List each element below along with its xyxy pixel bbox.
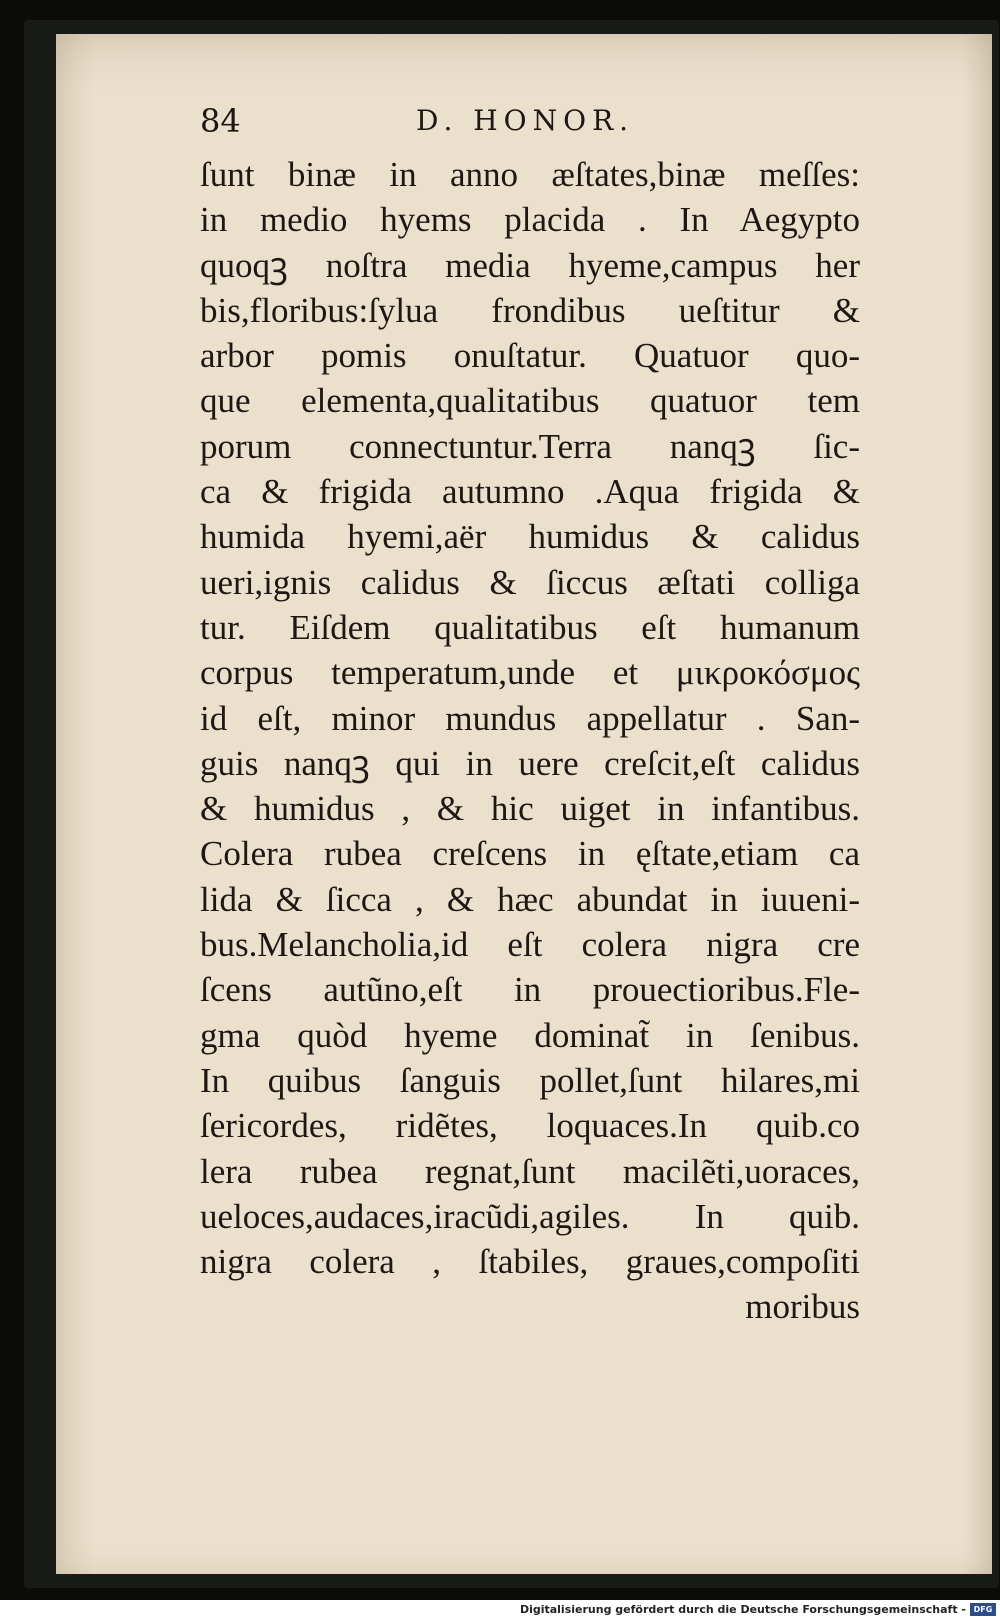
text-line: tur. Eiſdem qualitatibus eſt humanum <box>200 607 860 647</box>
text-line: lida & ſicca , & hæc abundat in iuueni- <box>200 879 860 919</box>
text-line: quoqꝫ noſtra media hyeme,campus her <box>200 245 860 285</box>
text-line: bis,floribus:ſylua frondibus ueſtitur & <box>200 290 860 330</box>
text-line: ueri,ignis calidus & ſiccus æſtati colliga <box>200 562 860 602</box>
text-line: nigra colera , ſtabiles, graues,compoſiti <box>200 1242 860 1282</box>
text-line: arbor pomis onuſtatur. Quatuor quo- <box>200 336 860 376</box>
text-line: in medio hyems placida . In Aegypto <box>200 200 860 240</box>
text-line: ſericordes, ridẽtes, loquaces.In quib.co <box>200 1106 860 1146</box>
text-line: guis nanqꝫ qui in uere creſcit,eſt calidus <box>200 743 860 783</box>
text-line: lera rubea regnat,ſunt macilẽti,uoraces, <box>200 1151 860 1191</box>
text-line: corpus temperatum,unde et μικροκόσμος <box>200 653 860 693</box>
text-line: ſunt binæ in anno æſtates,binæ meſſes: <box>200 155 860 194</box>
text-line: id eſt, minor mundus appellatur . San- <box>200 698 860 738</box>
text-line: humida hyemi,aër humidus & calidus <box>200 517 860 557</box>
text-line: ueloces,audaces,iracũdi,agiles. In quib. <box>200 1196 860 1236</box>
text-line: & humidus , & hic uiget in infantibus. <box>200 789 860 829</box>
text-line: bus.Melancholia,id eſt colera nigra cre <box>200 925 860 965</box>
text-block <box>200 152 860 1330</box>
page-number: 84 <box>200 102 241 140</box>
text-line: In quibus ſanguis pollet,ſunt hilares,mi <box>200 1060 860 1100</box>
text-line: ſcens autũno,eſt in prouectioribus.Fle- <box>200 970 860 1010</box>
text-line: Colera rubea creſcens in ęſtate,etiam ca <box>200 834 860 874</box>
dfg-logo-icon: DFG <box>970 1603 996 1616</box>
catchword: moribus <box>745 1287 860 1327</box>
text-line: porum connectuntur.Terra nanqꝫ ſic- <box>200 426 860 466</box>
footer-bar <box>0 1600 1000 1620</box>
text-line: gma quòd hyeme dominat̃ in ſenibus. <box>200 1015 860 1055</box>
running-title: D. HONOR. <box>416 104 635 137</box>
text-line: que elementa,qualitatibus quatuor tem <box>200 381 860 421</box>
funding-credit: Digitalisierung gefördert durch die Deutsche Forschungsgemeinschaft - <box>519 1603 966 1616</box>
running-head <box>200 102 800 152</box>
text-line: ca & frigida autumno .Aqua frigida & <box>200 472 860 512</box>
